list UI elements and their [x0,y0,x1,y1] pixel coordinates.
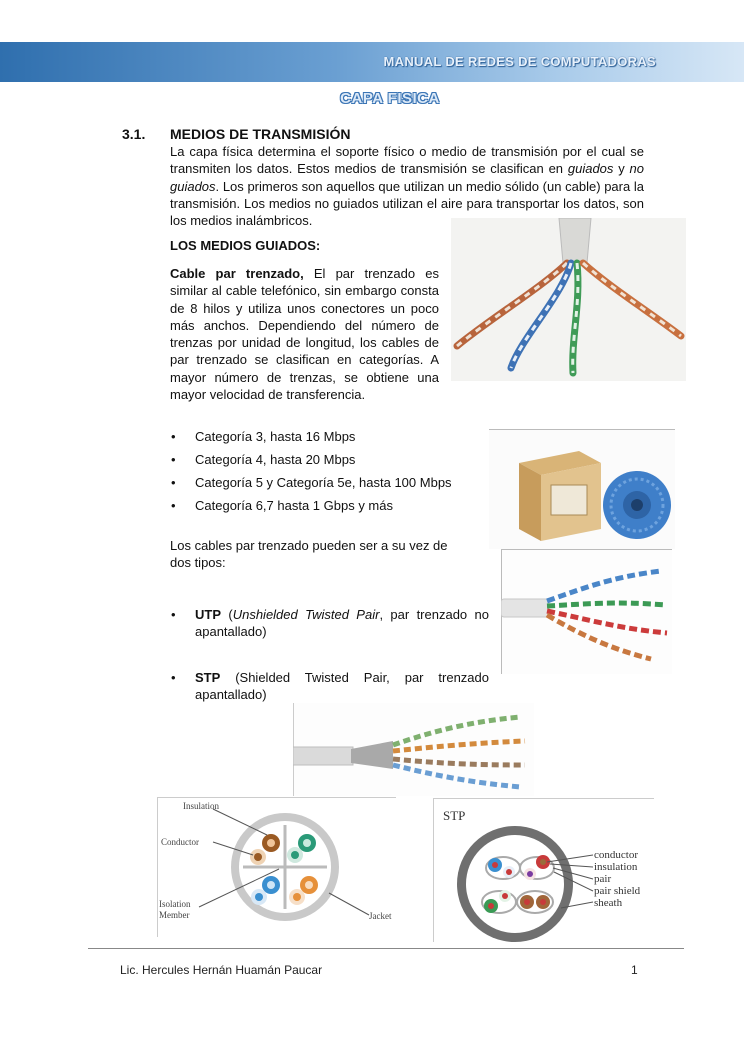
section-title: MEDIOS DE TRANSMISIÓN [170,126,351,142]
stp-abbr: STP [195,670,221,685]
list-item: • Categoría 5 y Categoría 5e, hasta 100 Mbps [171,475,452,490]
conductor-label: Conductor [161,837,199,847]
stp-sheath-label: sheath [594,897,623,909]
stp-cable-photo [293,703,534,796]
guided-media-heading: LOS MEDIOS GUIADOS: [170,238,321,253]
manual-title: MANUAL DE REDES DE COMPUTADORAS [383,54,656,69]
list-item: • Categoría 3, hasta 16 Mbps [171,429,356,444]
stp-pair-shield-label: pair shield [594,885,641,897]
footer-author: Lic. Hercules Hernán Huamán Paucar [120,963,323,977]
insulation-label: Insulation [183,801,219,811]
isolation-label-line2: Member [159,910,190,920]
stp-item: • STP (Shielded Twisted Pair, par trenzado apantallado) [171,670,489,702]
jacket-label: Jacket [369,911,392,921]
isolation-label-line1: Isolation [159,899,191,909]
twisted-pair-paragraph: Cable par trenzado, El par trenzado es similar al cable telefónico, sin embargo consta de 8 hilos y utiliza unos conectores un poco más anchos. Dependiendo del número de trenzas por unidad de longitud, los cables de par trenzado se clasifican en categorías. A mayor número de trenzas, se obtiene una mayor velocidad de transferencia. [170,266,439,403]
guided-term: guiados [567,161,614,177]
intro-paragraph: La capa física determina el soporte físico o medio de transmisión por el cual se transmiten los datos. Estos medios de transmisión se clasifican en guiados y no guiados. Los primeros son aquellos que utilizan un medio sólido (un cable) para la transmisión. Los medios no guiados utilizan el aire para transportar los datos, son los medios inalámbricos. [170,144,644,229]
twisted-pair-photo [451,218,686,381]
stp-diagram-title: STP [443,808,466,823]
utp-abbr: UTP [195,607,221,622]
twisted-pair-lead: Cable par trenzado, [170,266,304,281]
stp-conductor-label: conductor [594,849,638,861]
utp-cable-photo [501,549,672,674]
unguided-term: no guiados [170,161,644,194]
cable-box-photo [489,429,675,549]
stp-insulation-label: insulation [594,861,638,873]
utp-cross-section-diagram [157,797,396,937]
list-item: • Categoría 6,7 hasta 1 Gbps y más [171,498,393,513]
stp-pair-label: pair [594,873,612,885]
category-list [171,425,452,517]
page-title: CAPA FISICA [340,90,440,107]
footer-divider [88,948,684,949]
list-item: • Categoría 4, hasta 20 Mbps [171,452,356,467]
cable-types-intro: Los cables par trenzado pueden ser a su vez de dos tipos: [170,538,448,571]
page-number: 1 [631,963,638,977]
header-banner [0,42,744,82]
section-number: 3.1. [122,126,146,142]
utp-item: • UTP (Unshielded Twisted Pair, par trenzado no apantallado) [171,607,489,639]
stp-cross-section-diagram [433,798,654,942]
